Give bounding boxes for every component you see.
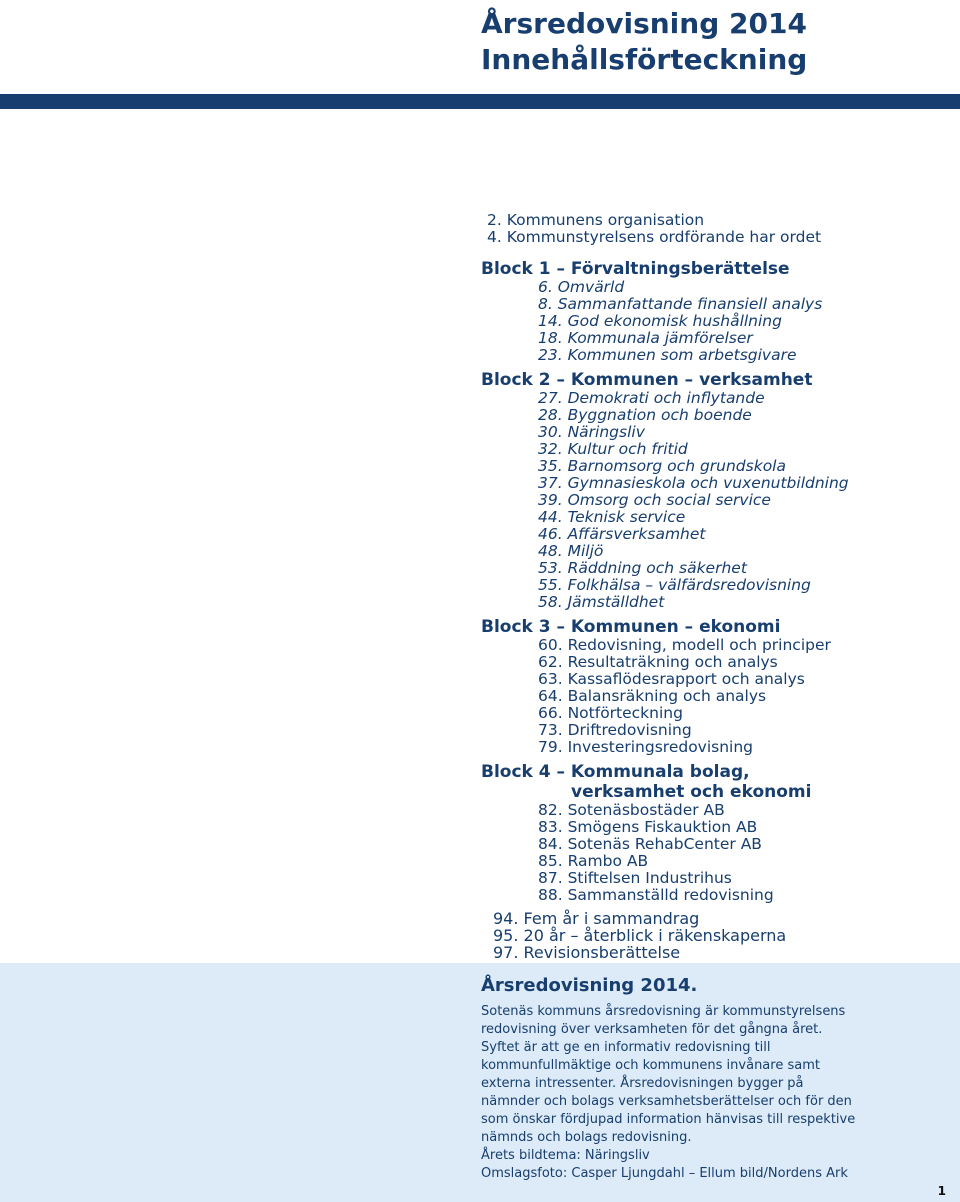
page-subtitle: Innehållsförteckning: [481, 43, 808, 76]
toc-entry[interactable]: 60. Redovisning, modell och principer: [538, 636, 831, 654]
toc-entry[interactable]: 55. Folkhälsa – välfärdsredovisning: [538, 576, 811, 594]
toc-entry[interactable]: 85. Rambo AB: [538, 852, 649, 870]
toc-entry[interactable]: 2. Kommunens organisation: [487, 211, 705, 229]
toc-entry[interactable]: 79. Investeringsredovisning: [538, 738, 754, 756]
toc-entry[interactable]: 39. Omsorg och social service: [538, 491, 771, 509]
toc-block-2: [481, 370, 951, 611]
info-photo-credit: Omslagsfoto: Casper Ljungdahl – Ellum bild/Nordens Ark: [481, 1166, 848, 1181]
toc-block-1: [481, 259, 951, 364]
toc-entry[interactable]: 48. Miljö: [538, 542, 604, 560]
block-4-heading[interactable]: [481, 762, 951, 802]
block-4-heading-line1: Block 4 – Kommunala bolag,: [481, 762, 750, 782]
block-1-heading[interactable]: Block 1 – Förvaltningsberättelse: [481, 259, 790, 279]
info-content: [481, 975, 861, 1183]
toc-entry[interactable]: 88. Sammanställd redovisning: [538, 886, 774, 904]
block-4-heading-line2: verksamhet och ekonomi: [571, 782, 812, 802]
page-header: [481, 6, 807, 78]
page-title: Årsredovisning 2014: [481, 7, 807, 40]
toc-entry[interactable]: 14. God ekonomisk hushållning: [538, 312, 782, 330]
toc-block-3: [481, 617, 951, 756]
toc-block-4: [481, 762, 951, 904]
toc-entry[interactable]: 37. Gymnasieskola och vuxenutbildning: [538, 474, 849, 492]
block-2-heading[interactable]: Block 2 – Kommunen – verksamhet: [481, 370, 813, 390]
header-band: [0, 94, 960, 109]
toc-entry[interactable]: 44. Teknisk service: [538, 508, 686, 526]
block-3-heading[interactable]: Block 3 – Kommunen – ekonomi: [481, 617, 781, 637]
toc-entry[interactable]: 4. Kommunstyrelsens ordförande har ordet: [487, 228, 822, 246]
toc-entry[interactable]: 66. Notförteckning: [538, 704, 683, 722]
toc-entry[interactable]: 27. Demokrati och inflytande: [538, 389, 765, 407]
toc-entry[interactable]: 6. Omvärld: [538, 278, 625, 296]
page-number: 1: [937, 1184, 946, 1198]
toc-entry[interactable]: 62. Resultaträkning och analys: [538, 653, 778, 671]
info-box: [0, 963, 960, 1202]
toc-entry[interactable]: 82. Sotenäsbostäder AB: [538, 801, 725, 819]
toc-entry[interactable]: 35. Barnomsorg och grundskola: [538, 457, 786, 475]
toc-entry[interactable]: 63. Kassaflödesrapport och analys: [538, 670, 805, 688]
toc-entry[interactable]: 83. Smögens Fiskauktion AB: [538, 818, 758, 836]
toc-entry[interactable]: 87. Stiftelsen Industrihus: [538, 869, 732, 887]
toc-entry[interactable]: 30. Näringsliv: [538, 423, 645, 441]
info-paragraph: Sotenäs kommuns årsredovisning är kommunstyrelsens redovisning över verksamheten för det gångna året. Syftet är att ge en informativ redovisning till kommunfullmäktige och kommunens invånare samt externa intressenter. Årsredovisningen bygger på nämnder och bolags verksamhetsberättelser och för den som önskar fördjupad information hänvisas till respektive nämnds och bolags redovisning.: [481, 1004, 856, 1145]
toc-entry[interactable]: 8. Sammanfattande finansiell analys: [538, 295, 823, 313]
toc-entry[interactable]: 84. Sotenäs RehabCenter AB: [538, 835, 762, 853]
toc-entry[interactable]: 64. Balansräkning och analys: [538, 687, 767, 705]
toc-entry[interactable]: 73. Driftredovisning: [538, 721, 692, 739]
toc-closing: [481, 910, 951, 961]
toc-intro: [481, 212, 951, 246]
toc-entry[interactable]: 94. Fem år i sammandrag: [493, 909, 700, 928]
info-title: Årsredovisning 2014.: [481, 975, 698, 996]
toc-entry[interactable]: 53. Räddning och säkerhet: [538, 559, 747, 577]
toc-entry[interactable]: 23. Kommunen som arbetsgivare: [538, 346, 797, 364]
toc-entry[interactable]: 46. Affärsverksamhet: [538, 525, 706, 543]
toc-entry[interactable]: 28. Byggnation och boende: [538, 406, 752, 424]
toc-entry[interactable]: 32. Kultur och fritid: [538, 440, 688, 458]
toc-entry[interactable]: 97. Revisionsberättelse: [493, 943, 681, 962]
table-of-contents: [481, 212, 951, 961]
info-theme: Årets bildtema: Näringsliv: [481, 1148, 650, 1163]
toc-entry[interactable]: 95. 20 år – återblick i räkenskaperna: [493, 926, 787, 945]
toc-entry[interactable]: 18. Kommunala jämförelser: [538, 329, 753, 347]
toc-entry[interactable]: 58. Jämställdhet: [538, 593, 665, 611]
